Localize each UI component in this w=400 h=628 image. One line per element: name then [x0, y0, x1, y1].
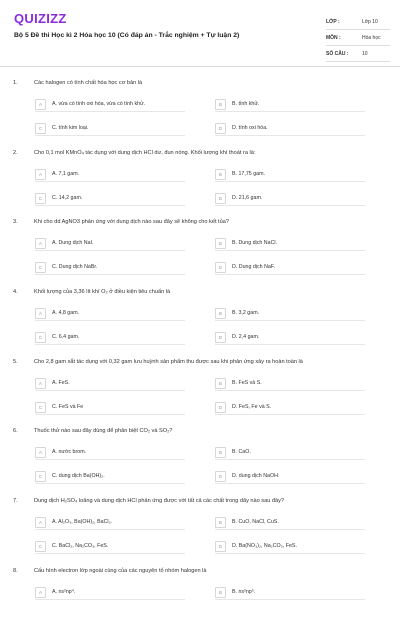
option-text: B. 3,2 gam.	[232, 310, 260, 316]
option-letter-box: C	[35, 193, 46, 204]
option-letter-box: C	[35, 541, 46, 552]
option-text: C. 14,2 gam.	[52, 195, 83, 201]
option-text: A. FeS.	[52, 380, 70, 386]
option-text: D. FeS, Fe và S.	[232, 404, 272, 410]
option-text: B. 17,75 gam.	[232, 171, 265, 177]
answer-option[interactable]	[215, 191, 262, 205]
question-number: 3.	[13, 219, 18, 225]
question-number: 6.	[13, 428, 18, 434]
answer-option[interactable]	[215, 97, 259, 111]
option-letter-box: A	[35, 587, 46, 598]
question-item	[0, 568, 400, 628]
option-text: A. Al₂O₃, Ba(OH)₂, BaCl₂.	[52, 519, 113, 525]
question-text: Khối lượng của 3,36 lít khí O₂ ở điều kiện tiêu chuẩn là	[34, 289, 171, 295]
answer-option[interactable]	[35, 97, 145, 111]
answer-option[interactable]	[215, 260, 275, 274]
option-letter-box: A	[35, 447, 46, 458]
page-header	[0, 0, 400, 62]
quizizz-logo: QUIZIZZ	[14, 11, 67, 26]
option-text: B. tính khử.	[232, 101, 260, 107]
option-text: D. 21,6 gam.	[232, 195, 263, 201]
option-letter-box: A	[35, 378, 46, 389]
question-text: Dung dịch H₂SO₄ loãng và dung dịch HCl phản ứng được với tất cả các chất trong dãy nào sau đây?	[34, 498, 285, 504]
option-letter-box: A	[35, 99, 46, 110]
answer-option[interactable]	[215, 445, 251, 459]
answer-option[interactable]	[215, 539, 297, 553]
question-text: Cho 2,8 gam sắt tác dụng với 0,32 gam lưu huỳnh sản phẩm thu được sau khi phản ứng xảy ra hoàn toàn là	[34, 359, 303, 365]
option-letter-box: C	[35, 262, 46, 273]
answer-option[interactable]	[35, 236, 94, 250]
option-text: A. 4,8 gam.	[52, 310, 80, 316]
option-text: A. vừa có tính oxi hóa, vừa có tính khử.	[52, 101, 146, 107]
answer-option[interactable]	[35, 121, 89, 135]
option-letter-box: B	[215, 378, 226, 389]
meta-value: 10	[362, 50, 368, 57]
answer-option[interactable]	[215, 167, 265, 181]
question-item	[0, 80, 400, 140]
answer-option[interactable]	[215, 376, 262, 390]
answer-option[interactable]	[35, 260, 97, 274]
option-text: A. Dung dịch NaI.	[52, 240, 94, 246]
meta-value: Hóa học	[362, 34, 381, 41]
header-divider	[0, 66, 400, 67]
meta-label: LỚP :	[326, 18, 340, 25]
option-text: C. BaCl₂, Na₂CO₃, FeS.	[52, 543, 109, 549]
question-number: 1.	[13, 80, 18, 86]
option-letter-box: C	[35, 332, 46, 343]
answer-option[interactable]	[215, 306, 259, 320]
option-letter-box: A	[35, 308, 46, 319]
option-letter-box: B	[215, 169, 226, 180]
option-letter-box: D	[215, 193, 226, 204]
answer-option[interactable]	[35, 585, 75, 599]
option-letter-box: A	[35, 238, 46, 249]
option-text: A. nước brom.	[52, 449, 87, 455]
document-title: Bộ 5 Đề thi Học kì 2 Hóa học 10 (Có đáp án - Trắc nghiệm + Tự luận 2)	[14, 32, 240, 39]
answer-option[interactable]	[35, 515, 112, 529]
answer-option[interactable]	[35, 539, 108, 553]
question-number: 2.	[13, 150, 18, 156]
option-letter-box: C	[35, 402, 46, 413]
option-text: B. Dung dịch NaCl.	[232, 240, 278, 246]
option-text: C. FeS và Fe	[52, 404, 84, 410]
answer-option[interactable]	[215, 400, 271, 414]
question-text: Thuốc thử nào sau đây dùng để phân biệt CO₂ và SO₂?	[34, 428, 173, 434]
option-letter-box: D	[215, 471, 226, 482]
meta-row-subject	[326, 30, 390, 46]
option-text: B. CuO, NaCl, CuS.	[232, 519, 279, 525]
answer-option[interactable]	[35, 400, 83, 414]
option-letter-box: C	[35, 471, 46, 482]
question-item	[0, 359, 400, 419]
question-item	[0, 150, 400, 210]
question-text: Khi cho dd AgNO3 phản ứng với dung dịch nào sau đây sẽ không cho kết tủa?	[34, 219, 229, 225]
question-item	[0, 498, 400, 558]
option-letter-box: D	[215, 262, 226, 273]
option-letter-box: C	[35, 123, 46, 134]
meta-label: SỐ CÂU :	[326, 50, 349, 57]
meta-label: MÔN :	[326, 34, 341, 41]
question-text: Cho 0,1 mol KMnO₄ tác dụng với dung dịch HCl dư, đun nóng. Khối lượng khí thoát ra là:	[34, 150, 256, 156]
option-letter-box: B	[215, 238, 226, 249]
option-text: C. 6,4 gam.	[52, 334, 80, 340]
answer-option[interactable]	[215, 121, 268, 135]
answer-option[interactable]	[35, 469, 105, 483]
question-text: Cấu hình electron lớp ngoài cùng của các nguyên tố nhóm halogen là	[34, 568, 207, 574]
answer-option[interactable]	[35, 167, 79, 181]
question-number: 7.	[13, 498, 18, 504]
meta-row-count	[326, 46, 390, 62]
answer-option[interactable]	[35, 376, 70, 390]
option-text: C. dung dịch Ba(OH)₂.	[52, 473, 105, 479]
option-letter-box: B	[215, 517, 226, 528]
question-number: 4.	[13, 289, 18, 295]
answer-option[interactable]	[35, 306, 79, 320]
answer-option[interactable]	[215, 236, 277, 250]
answer-option[interactable]	[215, 469, 279, 483]
answer-option[interactable]	[215, 585, 255, 599]
option-letter-box: B	[215, 587, 226, 598]
option-text: D. dung dịch NaOH.	[232, 473, 280, 479]
question-number: 5.	[13, 359, 18, 365]
option-text: A. ns²np⁴.	[52, 589, 76, 595]
option-text: B. CaO.	[232, 449, 251, 455]
option-text: D. Dung dịch NaF.	[232, 264, 275, 270]
meta-box	[326, 14, 390, 62]
option-letter-box: B	[215, 99, 226, 110]
question-item	[0, 289, 400, 349]
option-text: B. ns²np⁵.	[232, 589, 256, 595]
option-letter-box: D	[215, 123, 226, 134]
question-text: Các halogen có tính chất hóa học cơ bản là	[34, 80, 143, 86]
option-letter-box: D	[215, 332, 226, 343]
option-text: D. 2,4 gam.	[232, 334, 260, 340]
option-letter-box: A	[35, 169, 46, 180]
option-letter-box: A	[35, 517, 46, 528]
option-text: D. Ba(NO₃)₂, Na₂CO₃, FeS.	[232, 543, 297, 549]
meta-row-class	[326, 14, 390, 30]
meta-value: Lớp 10	[362, 18, 378, 25]
option-letter-box: D	[215, 541, 226, 552]
option-text: C. tính kim loại.	[52, 125, 89, 131]
option-text: B. FeS và S.	[232, 380, 262, 386]
question-item	[0, 219, 400, 279]
option-letter-box: D	[215, 402, 226, 413]
answer-option[interactable]	[215, 330, 259, 344]
answer-option[interactable]	[35, 330, 79, 344]
question-item	[0, 428, 400, 488]
option-text: A. 7,1 gam.	[52, 171, 80, 177]
option-letter-box: B	[215, 308, 226, 319]
option-text: D. tính oxi hóa.	[232, 125, 268, 131]
answer-option[interactable]	[215, 515, 279, 529]
option-text: C. Dung dịch NaBr.	[52, 264, 98, 270]
question-number: 8.	[13, 568, 18, 574]
answer-option[interactable]	[35, 191, 82, 205]
option-letter-box: B	[215, 447, 226, 458]
answer-option[interactable]	[35, 445, 86, 459]
